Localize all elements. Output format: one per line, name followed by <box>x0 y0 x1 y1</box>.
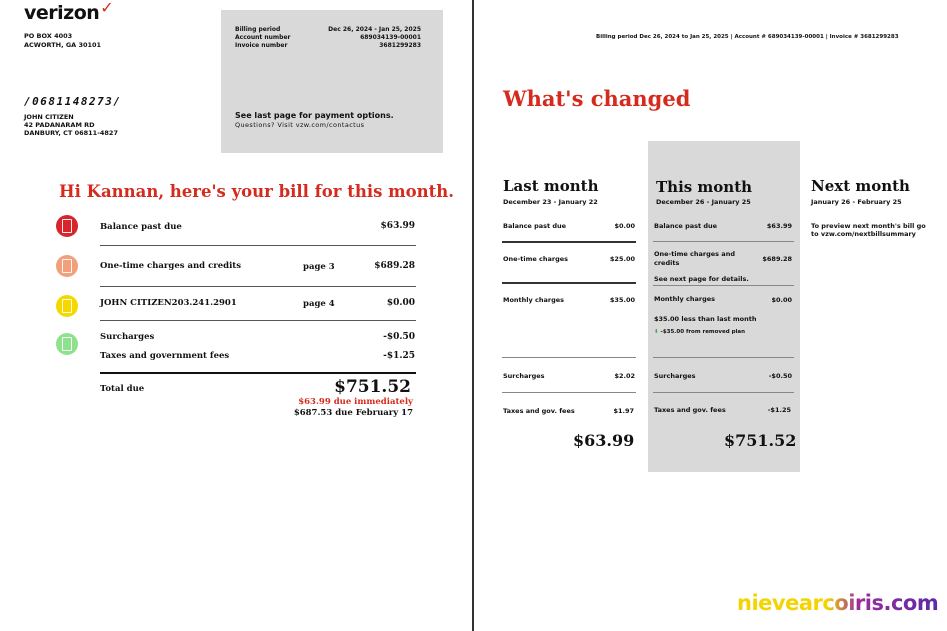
billing-period-label: Billing period <box>235 26 281 33</box>
phone-icon <box>56 295 78 317</box>
one-time-charges-page[interactable]: page 3 <box>303 262 335 272</box>
tm-monthly-amount: $0.00 <box>771 296 792 304</box>
this-month-title: This month <box>656 178 753 196</box>
total-due-label: Total due <box>100 384 145 394</box>
questions-link[interactable]: Questions? Visit vzw.com/contactus <box>235 121 365 129</box>
divider <box>653 357 794 358</box>
charges-icon <box>56 255 78 277</box>
account-number-label: Account number <box>235 34 291 41</box>
divider <box>100 320 416 321</box>
tm-balance-label: Balance past due <box>654 222 718 230</box>
invoice-number-value: 3681299283 <box>379 42 421 49</box>
customer-name: JOHN CITIZEN <box>24 113 74 121</box>
tm-onetime-amount: $689.28 <box>762 255 792 263</box>
whats-changed-title: What's changed <box>503 86 691 111</box>
lm-onetime-amount: $25.00 <box>609 255 635 263</box>
sender-address-line2: ACWORTH, GA 30101 <box>24 41 102 49</box>
tm-balance-amount: $63.99 <box>766 222 792 230</box>
payment-options-note: See last page for payment options. <box>235 111 394 120</box>
removed-plan-note: ⬇ -$35.00 from removed plan <box>654 329 746 335</box>
lm-monthly-label: Monthly charges <box>503 296 565 304</box>
invoice-number-label: Invoice number <box>235 42 288 49</box>
line-label: JOHN CITIZEN203.241.2901 <box>100 298 237 308</box>
account-barcode-text: /0681148273/ <box>24 95 122 108</box>
lm-surcharges-label: Surcharges <box>503 372 545 380</box>
next-month-title: Next month <box>811 177 910 195</box>
divider <box>502 357 636 358</box>
lm-onetime-label: One-time charges <box>503 255 569 263</box>
due-later: $687.53 due February 17 <box>293 408 413 418</box>
line-amount: $0.00 <box>386 298 415 308</box>
next-bill-note-line1: To preview next month's bill go <box>811 222 926 230</box>
lm-surcharges-amount: $2.02 <box>614 372 635 380</box>
tm-surcharges-label: Surcharges <box>654 372 696 380</box>
tm-onetime-label: One-time charges and credits <box>654 250 735 267</box>
one-time-charges-label: One-time charges and credits <box>100 261 242 271</box>
page-divider <box>472 0 474 631</box>
lm-taxes-label: Taxes and gov. fees <box>503 407 575 415</box>
last-month-title: Last month <box>503 177 599 195</box>
tm-monthly-label: Monthly charges <box>654 295 716 303</box>
fees-icon <box>56 333 78 355</box>
divider <box>502 392 636 393</box>
line-page[interactable]: page 4 <box>303 299 335 309</box>
less-than-last-month: $35.00 less than last month <box>654 315 757 323</box>
divider <box>100 286 416 287</box>
watermark: nievearcoiris.com <box>737 591 939 615</box>
divider <box>100 245 416 246</box>
balance-past-due-label: Balance past due <box>100 222 182 232</box>
divider <box>653 241 794 242</box>
surcharges-label: Surcharges <box>100 332 155 342</box>
last-month-total: $63.99 <box>573 431 635 450</box>
due-immediately: $63.99 due immediately <box>298 397 413 407</box>
customer-city: DANBURY, CT 06811-4827 <box>24 129 118 137</box>
billing-period-value: Dec 26, 2024 - Jan 25, 2025 <box>328 26 421 33</box>
this-month-total: $751.52 <box>724 431 797 450</box>
lm-balance-label: Balance past due <box>503 222 567 230</box>
taxes-label: Taxes and government fees <box>100 351 230 361</box>
down-arrow-icon: ⬇ <box>654 329 659 335</box>
next-month-dates: January 26 - February 25 <box>811 198 902 206</box>
tm-taxes-label: Taxes and gov. fees <box>654 406 726 414</box>
total-due-amount: $751.52 <box>334 377 411 397</box>
last-month-dates: December 23 - January 22 <box>503 198 598 206</box>
one-time-charges-amount: $689.28 <box>374 261 415 271</box>
balance-icon <box>56 215 78 237</box>
balance-past-due-amount: $63.99 <box>380 221 415 231</box>
customer-address <box>24 113 118 137</box>
divider <box>502 282 636 284</box>
total-divider <box>100 372 416 374</box>
customer-street: 42 PADANARAM RD <box>24 121 95 129</box>
billing-header-info: Billing period Dec 26, 2024 to Jan 25, 2025 | Account # 689034139-00001 | Invoice # 3681299283 <box>596 34 899 40</box>
account-number-value: 689034139-00001 <box>360 34 421 41</box>
next-bill-link[interactable]: to vzw.com/nextbillsummary <box>811 230 916 238</box>
tm-taxes-amount: -$1.25 <box>767 406 791 414</box>
divider <box>653 285 794 286</box>
see-next-page-note[interactable]: See next page for details. <box>654 275 749 283</box>
lm-monthly-amount: $35.00 <box>609 296 635 304</box>
divider <box>653 392 794 393</box>
taxes-amount: -$1.25 <box>383 351 415 361</box>
bill-headline: Hi Kannan, here's your bill for this month. <box>59 182 454 201</box>
surcharges-amount: -$0.50 <box>383 332 415 342</box>
this-month-dates: December 26 - January 25 <box>656 198 751 206</box>
lm-taxes-amount: $1.97 <box>613 407 634 415</box>
billing-summary-box <box>221 10 443 153</box>
lm-balance-amount: $0.00 <box>614 222 635 230</box>
sender-address-line1: PO BOX 4003 <box>24 32 73 40</box>
divider <box>502 241 636 243</box>
tm-surcharges-amount: -$0.50 <box>768 372 792 380</box>
verizon-logo: verizon✓ <box>24 0 114 24</box>
